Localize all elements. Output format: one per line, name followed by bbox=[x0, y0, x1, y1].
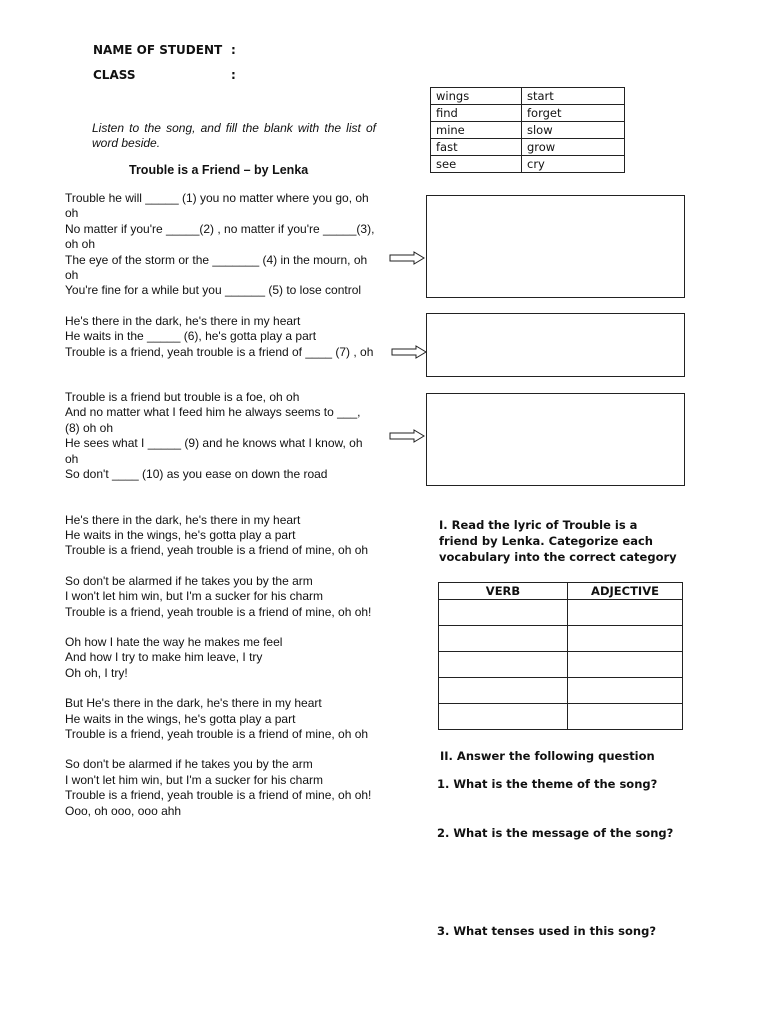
adjective-header: ADJECTIVE bbox=[568, 583, 683, 600]
lyric-line: But He's there in the dark, he's there in my heart bbox=[65, 696, 322, 711]
lyric-line: Oh how I hate the way he makes me feel bbox=[65, 634, 283, 649]
table-row bbox=[439, 704, 683, 730]
lyric-line: He waits in the wings, he's gotta play a part bbox=[65, 527, 296, 542]
table-row bbox=[431, 88, 625, 105]
answer-box-3[interactable] bbox=[426, 393, 685, 486]
adjective-cell[interactable] bbox=[568, 652, 683, 678]
name-colon: : bbox=[231, 43, 236, 57]
lyric-line: Trouble is a friend, yeah trouble is a friend of mine, oh oh! bbox=[65, 788, 372, 803]
lyric-line: So don't be alarmed if he takes you by the arm bbox=[65, 573, 313, 588]
lyric-line: He waits in the wings, he's gotta play a part bbox=[65, 711, 296, 726]
arrow-right-icon bbox=[389, 429, 425, 443]
lyric-line: Trouble is a friend, yeah trouble is a friend of mine, oh oh! bbox=[65, 604, 372, 619]
adjective-cell[interactable] bbox=[568, 704, 683, 730]
table-row bbox=[439, 652, 683, 678]
table-row bbox=[439, 678, 683, 704]
lyric-line: Trouble is a friend, yeah trouble is a friend of mine, oh oh bbox=[65, 543, 369, 558]
lyric-line: Ooo, oh ooo, ooo ahh bbox=[65, 803, 182, 818]
verb-cell[interactable] bbox=[439, 704, 568, 730]
question-1: 1. What is the theme of the song? bbox=[437, 777, 658, 791]
section-1-instruction: I. Read the lyric of Trouble is a friend by Lenka. Categorize each vocabulary into the correct category bbox=[439, 518, 677, 564]
verb-cell[interactable] bbox=[439, 652, 568, 678]
table-row bbox=[439, 600, 683, 626]
lyric-line: Trouble is a friend but trouble is a foe, oh oh bbox=[65, 390, 300, 405]
stanza-3 bbox=[65, 390, 377, 482]
lyric-line: Trouble is a friend, yeah trouble is a friend of mine, oh oh bbox=[65, 726, 369, 741]
adjective-cell[interactable] bbox=[568, 600, 683, 626]
verb-cell[interactable] bbox=[439, 678, 568, 704]
stanza-6 bbox=[65, 635, 377, 681]
word-cell: grow bbox=[522, 139, 625, 156]
word-cell: find bbox=[431, 105, 522, 122]
table-row bbox=[431, 105, 625, 122]
word-cell: see bbox=[431, 156, 522, 173]
lyric-line: So don't ____ (10) as you ease on down the road bbox=[65, 467, 328, 482]
lyric-line: Oh oh, I try! bbox=[65, 665, 128, 680]
song-title: Trouble is a Friend – by Lenka bbox=[129, 163, 309, 177]
verb-cell[interactable] bbox=[439, 600, 568, 626]
lyric-line: And how I try to make him leave, I try bbox=[65, 650, 263, 665]
table-header-row bbox=[439, 583, 683, 600]
lyric-line: The eye of the storm or the _______ (4) in the mourn, oh oh bbox=[65, 252, 368, 283]
table-row bbox=[431, 139, 625, 156]
category-table bbox=[438, 582, 683, 730]
word-cell: fast bbox=[431, 139, 522, 156]
word-cell: forget bbox=[522, 105, 625, 122]
word-cell: start bbox=[522, 88, 625, 105]
table-row bbox=[431, 156, 625, 173]
lyric-line: He waits in the _____ (6), he's gotta play a part bbox=[65, 329, 317, 344]
lyric-line: And no matter what I feed him he always seems to ___, (8) oh oh bbox=[65, 405, 361, 435]
lyric-line: You're fine for a while but you ______ (5) to lose control bbox=[65, 283, 362, 298]
word-cell: mine bbox=[431, 122, 522, 139]
table-row bbox=[431, 122, 625, 139]
lyric-line: No matter if you're _____(2) , no matter if you're _____(3), oh oh bbox=[65, 221, 375, 252]
adjective-cell[interactable] bbox=[568, 626, 683, 652]
word-list-table bbox=[430, 87, 625, 173]
lyric-line: He's there in the dark, he's there in my heart bbox=[65, 512, 301, 527]
stanza-4 bbox=[65, 513, 377, 559]
adjective-cell[interactable] bbox=[568, 678, 683, 704]
word-cell: cry bbox=[522, 156, 625, 173]
instruction-text: Listen to the song, and fill the blank with the list of word beside. bbox=[92, 121, 376, 150]
lyric-line: Trouble he will _____ (1) you no matter where you go, oh oh bbox=[65, 191, 369, 221]
lyric-line: So don't be alarmed if he takes you by the arm bbox=[65, 757, 313, 772]
name-label: NAME OF STUDENT bbox=[93, 43, 223, 57]
verb-cell[interactable] bbox=[439, 626, 568, 652]
arrow-right-icon bbox=[391, 345, 427, 359]
stanza-8 bbox=[65, 757, 377, 819]
class-colon: : bbox=[231, 68, 236, 82]
stanza-7 bbox=[65, 696, 377, 742]
lyrics bbox=[65, 191, 377, 819]
verb-header: VERB bbox=[439, 583, 568, 600]
arrow-right-icon bbox=[389, 251, 425, 265]
lyric-line: He's there in the dark, he's there in my heart bbox=[65, 313, 301, 328]
lyric-line: I won't let him win, but I'm a sucker for his charm bbox=[65, 772, 323, 787]
question-3: 3. What tenses used in this song? bbox=[437, 924, 656, 938]
lyric-line: I won't let him win, but I'm a sucker for his charm bbox=[65, 589, 323, 604]
stanza-5 bbox=[65, 574, 377, 620]
lyric-line: He sees what I _____ (9) and he knows what I know, oh oh bbox=[65, 436, 363, 466]
stanza-2 bbox=[65, 314, 377, 360]
stanza-1 bbox=[65, 191, 377, 299]
word-cell: wings bbox=[431, 88, 522, 105]
lyric-line: Trouble is a friend, yeah trouble is a friend of ____ (7) , oh bbox=[65, 344, 374, 359]
section-2-title: II. Answer the following question bbox=[440, 749, 655, 763]
word-cell: slow bbox=[522, 122, 625, 139]
answer-box-2[interactable] bbox=[426, 313, 685, 377]
question-2: 2. What is the message of the song? bbox=[437, 826, 674, 840]
answer-box-1[interactable] bbox=[426, 195, 685, 298]
table-row bbox=[439, 626, 683, 652]
class-label: CLASS bbox=[93, 68, 136, 82]
